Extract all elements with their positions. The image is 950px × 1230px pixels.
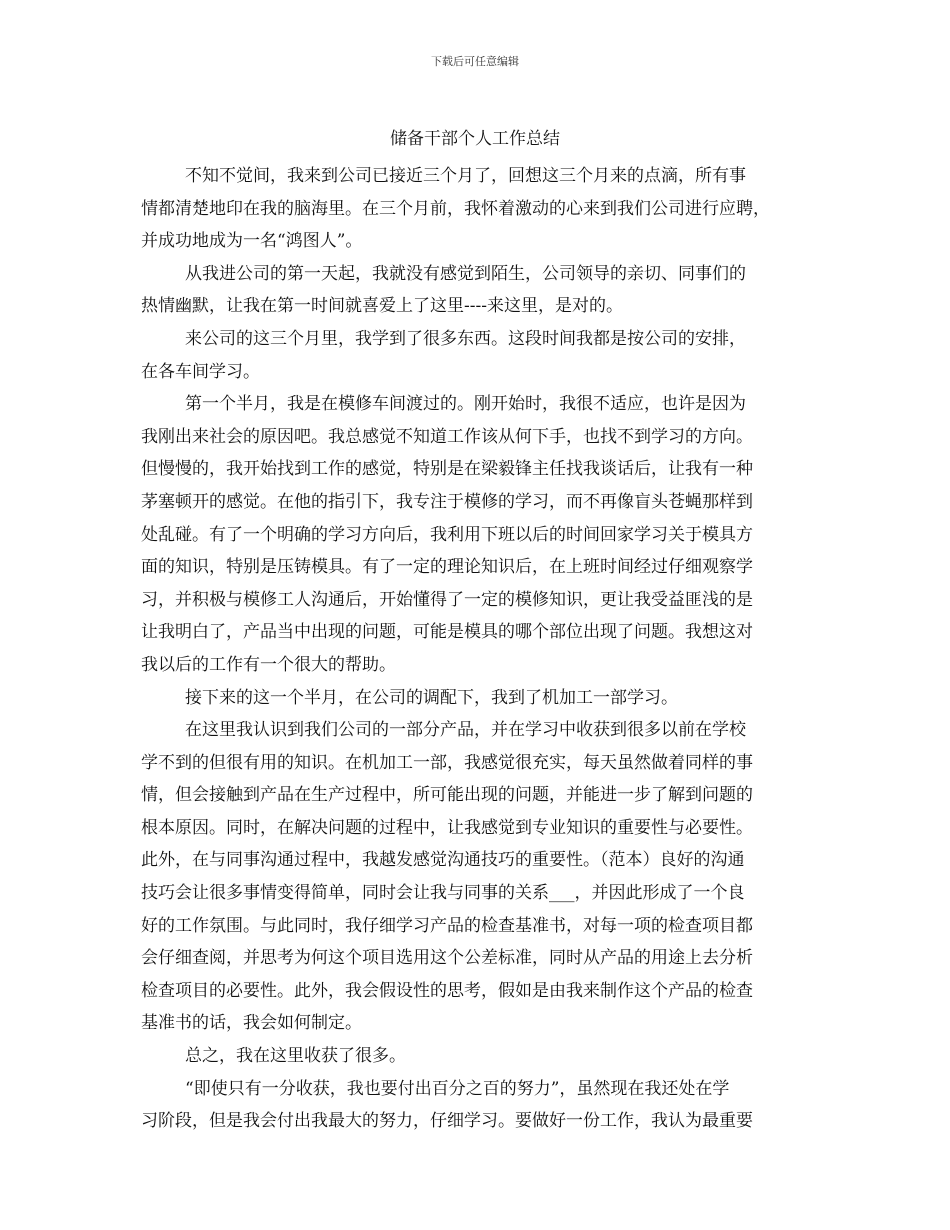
text-line: 但慢慢的，我开始找到工作的感觉，特别是在梁毅锋主任找我谈话后，让我有一种 <box>141 459 753 480</box>
text-line: 此外，在与同事沟通过程中，我越发感觉沟通技巧的重要性。（范本）良好的沟通 <box>141 850 745 871</box>
text-line: 总之，我在这里收获了很多。 <box>185 1046 406 1067</box>
text-line: 习阶段，但是我会付出我最大的努力，仔细学习。要做好一份工作，我认为最重要 <box>141 1111 753 1132</box>
text-line: 检查项目的必要性。此外，我会假设性的思考，假如是由我来制作这个产品的检查 <box>141 980 753 1001</box>
text-line: 让我明白了，产品当中出现的问题，可能是模具的哪个部位出现了问题。我想这对 <box>141 622 753 643</box>
text-line: 我以后的工作有一个很大的帮助。 <box>141 654 396 675</box>
text-line: 技巧会让很多事情变得简单，同时会让我与同事的关系___，并因此形成了一个良 <box>141 883 745 904</box>
text-line: 接下来的这一个半月，在公司的调配下，我到了机加工一部学习。 <box>185 687 678 708</box>
text-line: 习，并积极与模修工人沟通后，开始懂得了一定的模修知识，更让我受益匪浅的是 <box>141 589 753 610</box>
document-body <box>141 160 821 1138</box>
text-line: 不知不觉间，我来到公司已接近三个月了，回想这三个月来的点滴，所有事 <box>185 166 746 186</box>
text-line: 情都清楚地印在我的脑海里。在三个月前，我怀着激动的心来到我们公司进行应聘， <box>141 198 770 219</box>
text-line: 学不到的但很有用的知识。在机加工一部，我感觉很充实，每天虽然做着同样的事 <box>141 752 753 773</box>
text-line: 根本原因。同时，在解决问题的过程中，让我感觉到专业知识的重要性与必要性。 <box>141 817 753 838</box>
text-line: “即使只有一分收获，我也要付出百分之百的努力”，虽然现在我还处在学 <box>185 1078 730 1099</box>
text-line: 好的工作氛围。与此同时，我仔细学习产品的检查基准书，对每一项的检查项目都 <box>141 915 753 936</box>
text-line: 我刚出来社会的原因吧。我总感觉不知道工作该从何下手，也找不到学习的方向。 <box>141 426 753 447</box>
page-header: 下载后可任意编辑 <box>431 55 519 68</box>
text-line: 第一个半月，我是在模修车间渡过的。刚开始时，我很不适应，也许是因为 <box>185 394 746 415</box>
text-line: 来公司的这三个月里，我学到了很多东西。这段时间我都是按公司的安排， <box>185 328 746 349</box>
text-line: 面的知识，特别是压铸模具。有了一定的理论知识后，在上班时间经过仔细观察学 <box>141 557 753 578</box>
text-line: 茅塞顿开的感觉。在他的指引下，我专注于模修的学习，而不再像盲头苍蝇那样到 <box>141 491 753 512</box>
text-line: 在各车间学习。 <box>141 361 260 382</box>
text-line: 情，但会接触到产品在生产过程中，所可能出现的问题，并能进一步了解到问题的 <box>141 785 753 806</box>
text-line: 基准书的话，我会如何制定。 <box>141 1013 362 1034</box>
text-line: 在这里我认识到我们公司的一部分产品，并在学习中收获到很多以前在学校 <box>185 720 746 741</box>
text-line: 会仔细查阅，并思考为何这个项目选用这个公差标准，同时从产品的用途上去分析 <box>141 948 753 969</box>
document-title: 储备干部个人工作总结 <box>390 129 560 149</box>
text-line: 热情幽默，让我在第一时间就喜爱上了这里----来这里，是对的。 <box>141 296 623 317</box>
text-line: 处乱碰。有了一个明确的学习方向后，我利用下班以后的时间回家学习关于模具方 <box>141 524 753 545</box>
text-line: 从我进公司的第一天起，我就没有感觉到陌生，公司领导的亲切、同事们的 <box>185 263 746 284</box>
text-line: 并成功地成为一名“鸿图人”。 <box>141 231 363 252</box>
